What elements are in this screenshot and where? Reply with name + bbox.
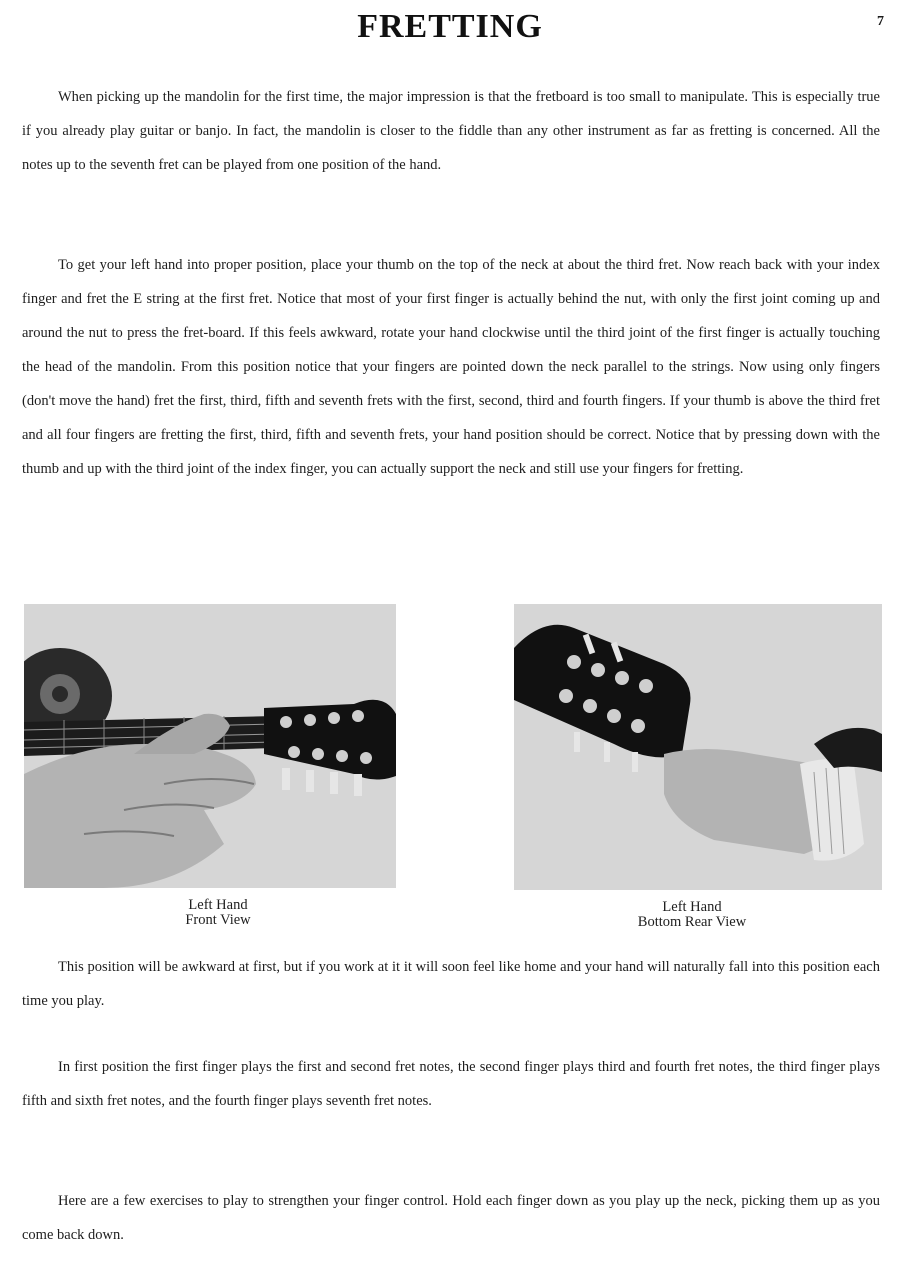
paragraph-intro: When picking up the mandolin for the first time, the major impression is that the fretboard is too small to manipulate. This is especially true if you already play guitar or banjo. In fact, the mandolin is closer to the fiddle than any other instrument as far as fretting is concerned. All the notes up to the seventh fret can be played from one position of the hand. xyxy=(22,89,880,173)
caption-front-view-line2: Front View xyxy=(185,912,251,928)
paragraph-first-position: In first position the first finger plays the first and second fret notes, the second finger plays third and fourth fret notes, the third finger plays fifth and sixth fret notes, and the fourth finger plays seventh fret notes. xyxy=(22,1059,880,1109)
photo-left-hand-front-view xyxy=(24,604,396,888)
caption-bottom-rear-view xyxy=(592,900,792,930)
caption-bottom-rear-view-line2: Bottom Rear View xyxy=(637,914,747,930)
paragraph-exercises: Here are a few exercises to play to strengthen your finger control. Hold each finger down as you play up the neck, picking them up as you come back down. xyxy=(22,1193,880,1243)
caption-bottom-rear-view-line1: Left Hand xyxy=(662,899,722,915)
photo-left-hand-bottom-rear-view xyxy=(514,604,882,890)
caption-front-view xyxy=(118,898,318,928)
page-title: FRETTING xyxy=(357,8,543,45)
page-number: 7 xyxy=(877,14,884,29)
caption-front-view-line1: Left Hand xyxy=(188,897,248,913)
paragraph-awkward: This position will be awkward at first, but if you work at it it will soon feel like home and your hand will naturally fall into this position each time you play. xyxy=(22,959,880,1009)
paragraph-hand-position: To get your left hand into proper position, place your thumb on the top of the neck at about the third fret. Now reach back with your index finger and fret the E string at the first fret. Notice that most of your first finger is actually behind the nut, with only the first joint coming up and around the nut to press the fret-board. If this feels awkward, rotate your hand clockwise until the third joint of the first finger is actually touching the head of the mandolin. From this position notice that your fingers are pointed down the neck parallel to the strings. Now using only fingers (don't move the hand) fret the first, third, fifth and seventh frets with the first, second, third and fourth fingers. If your thumb is above the third fret and all four fingers are fretting the first, third, fifth and seventh frets, your hand position should be correct. Notice that by pressing down with the thumb and up with the third joint of the index finger, you can actually support the neck and still use your fingers for fretting. xyxy=(22,257,880,477)
